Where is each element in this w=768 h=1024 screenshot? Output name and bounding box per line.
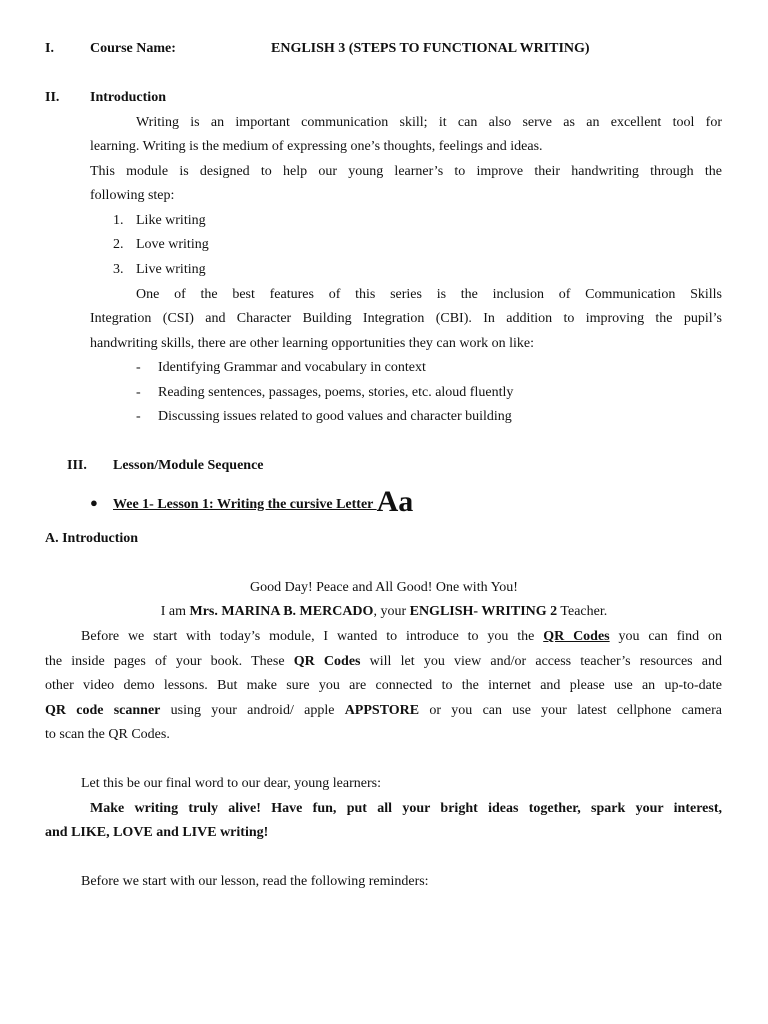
dash-bullet: - xyxy=(136,409,141,424)
a-introduction-heading: A. Introduction xyxy=(45,531,139,546)
appstore-term: APPSTORE xyxy=(344,703,420,718)
lesson-letter: Aa xyxy=(376,485,414,518)
qr-paragraph-line-2: the inside pages of your book. These QR Codes will let you view and/or access teacher’s resources and xyxy=(45,654,723,669)
teacher-name: Mrs. MARINA B. MERCADO xyxy=(189,604,374,619)
introduction-heading: Introduction xyxy=(90,90,166,105)
section-1-numeral: I. xyxy=(45,41,54,56)
intro-paragraph-2-line-2: following step: xyxy=(90,188,175,203)
section-3-numeral: III. xyxy=(67,458,87,473)
opportunity-item: Identifying Grammar and vocabulary in context xyxy=(158,360,426,375)
final-word-line-2: and LIKE, LOVE and LIVE writing! xyxy=(45,825,269,840)
step-item: Like writing xyxy=(136,213,206,228)
subject-name: ENGLISH- WRITING 2 xyxy=(409,604,558,619)
greeting: Good Day! Peace and All Good! One with You! xyxy=(250,580,518,595)
qr-codes-term: QR Codes xyxy=(543,629,610,644)
intro-paragraph-3-line-2: Integration (CSI) and Character Building Integration (CBI). In addition to improving the pupil’s xyxy=(90,311,722,326)
lesson-sequence-heading: Lesson/Module Sequence xyxy=(113,458,264,473)
dash-bullet: - xyxy=(136,385,141,400)
intro-paragraph-3-line-3: handwriting skills, there are other learning opportunities they can work on like: xyxy=(90,336,534,351)
qr-scanner-term: QR code scanner xyxy=(45,703,161,718)
step-item: Live writing xyxy=(136,262,206,277)
qr-codes-term: QR Codes xyxy=(293,654,361,669)
reminders-intro: Before we start with our lesson, read the following reminders: xyxy=(81,874,429,889)
intro-paragraph-3-line-1: One of the best features of this series is the inclusion of Communication Skills xyxy=(136,287,722,302)
qr-paragraph-line-1: Before we start with today’s module, I wanted to introduce to you the QR Codes you can find on xyxy=(81,629,723,644)
opportunity-item: Reading sentences, passages, poems, stories, etc. aloud fluently xyxy=(158,385,514,400)
step-number: 1. xyxy=(113,213,124,228)
intro-paragraph-2-line-1: This module is designed to help our young learner’s to improve their handwriting through the xyxy=(90,164,722,179)
lesson-title: Wee 1- Lesson 1: Writing the cursive Letter Aa xyxy=(113,485,414,518)
opportunity-item: Discussing issues related to good values and character building xyxy=(158,409,512,424)
final-word-intro: Let this be our final word to our dear, young learners: xyxy=(81,776,381,791)
step-item: Love writing xyxy=(136,237,209,252)
step-number: 2. xyxy=(113,237,124,252)
final-word-line-1: Make writing truly alive! Have fun, put all your bright ideas together, spark your interest, xyxy=(90,801,722,816)
bullet-dot-icon: ● xyxy=(90,495,98,510)
qr-paragraph-line-4: QR code scanner using your android/ apple APPSTORE or you can use your latest cellphone camera xyxy=(45,703,722,718)
intro-paragraph-1-line-1: Writing is an important communication skill; it can also serve as an excellent tool for xyxy=(136,115,722,130)
course-title: ENGLISH 3 (STEPS TO FUNCTIONAL WRITING) xyxy=(271,41,590,56)
qr-paragraph-line-3: other video demo lessons. But make sure you are connected to the internet and please use an up-to-date xyxy=(45,678,722,693)
course-name-label: Course Name: xyxy=(90,41,176,56)
dash-bullet: - xyxy=(136,360,141,375)
intro-paragraph-1-line-2: learning. Writing is the medium of expressing one’s thoughts, feelings and ideas. xyxy=(90,139,543,154)
qr-paragraph-line-5: to scan the QR Codes. xyxy=(45,727,170,742)
step-number: 3. xyxy=(113,262,124,277)
section-2-numeral: II. xyxy=(45,90,60,105)
teacher-introduction: I am Mrs. MARINA B. MERCADO, your ENGLISH- WRITING 2 Teacher. xyxy=(160,604,608,619)
